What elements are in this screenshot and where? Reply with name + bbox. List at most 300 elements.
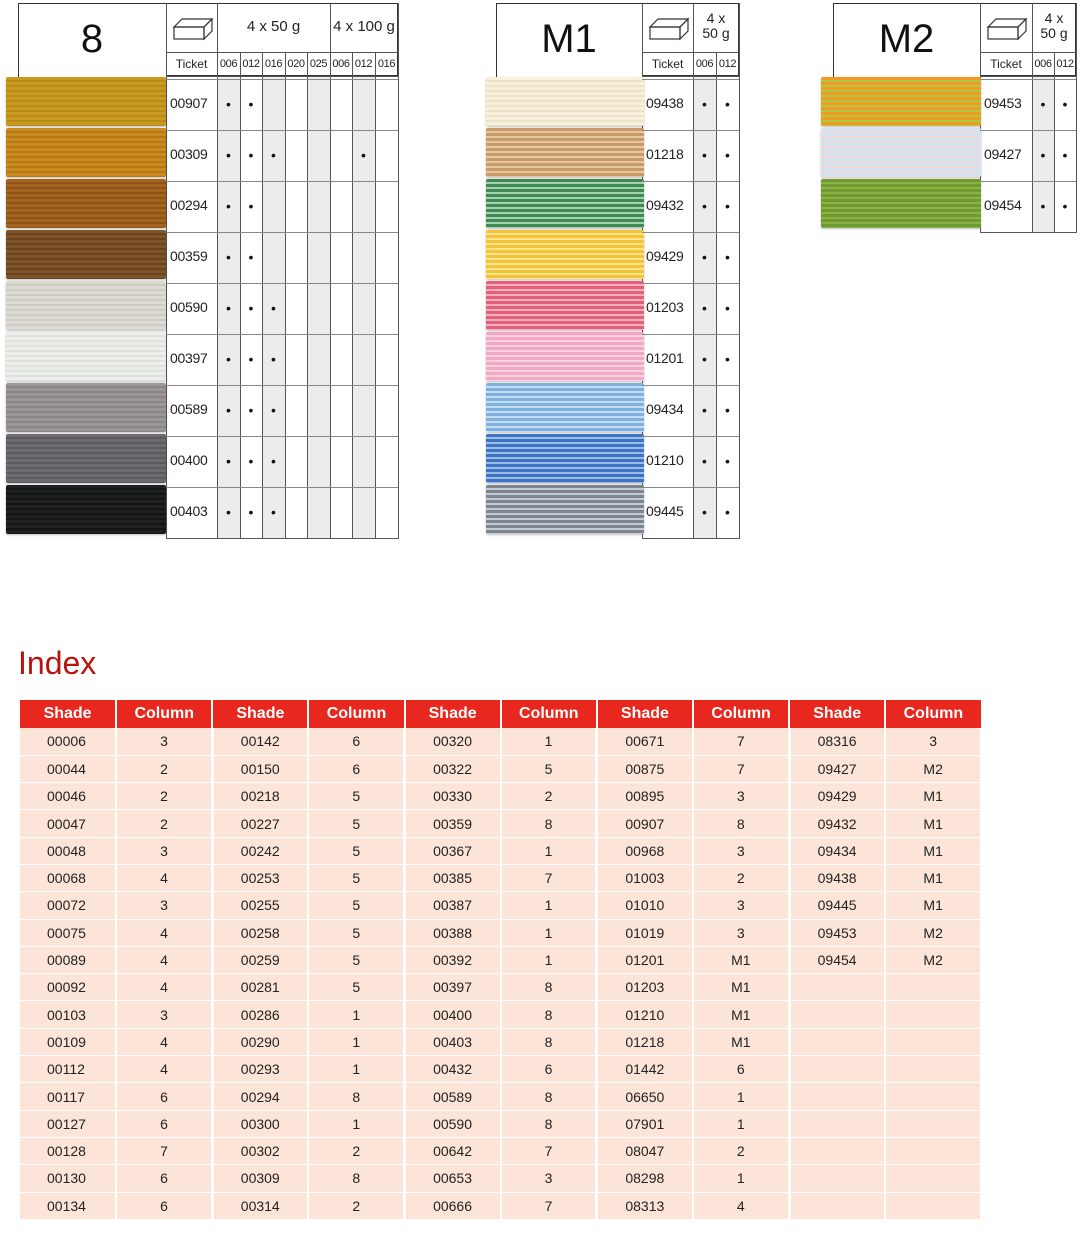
column-line: [330, 52, 331, 538]
availability-dot: •: [702, 147, 707, 163]
shade-code: 01210: [646, 452, 684, 468]
column-cell: 3: [693, 837, 789, 864]
shade-cell: 00302: [212, 1137, 308, 1164]
shade-cell: 00590: [405, 1110, 501, 1137]
row-line: [642, 334, 739, 335]
column-cell: 2: [116, 755, 212, 782]
availability-dot: •: [1062, 198, 1068, 214]
ticket-size-label: 012: [242, 58, 260, 70]
row-line: [642, 130, 739, 131]
shade-code: 00359: [170, 248, 208, 264]
shade-cell: 00653: [405, 1165, 501, 1192]
column-cell: [885, 1192, 981, 1219]
shade-cell: 00385: [405, 864, 501, 891]
shade-cell: 07901: [597, 1110, 693, 1137]
row-line: [166, 436, 398, 437]
ticket-label: Ticket: [651, 57, 684, 71]
table-row: [20, 1028, 982, 1055]
column-cell: 7: [501, 1137, 597, 1164]
shade-cell: [789, 1165, 885, 1192]
row-line: [980, 130, 1076, 131]
row-line: [642, 436, 739, 437]
availability-dot: •: [702, 249, 707, 265]
header-divider: [330, 3, 331, 52]
row-line: [166, 181, 398, 182]
column-cell: 7: [501, 864, 597, 891]
table-row: [20, 837, 982, 864]
pack-size-header: [1032, 11, 1076, 40]
row-line: [642, 181, 739, 182]
color-swatch: [6, 128, 166, 177]
ticket-size-label: 025: [309, 58, 328, 70]
color-swatch: [486, 485, 644, 534]
column-cell: 8: [308, 1165, 404, 1192]
shade-cell: 00895: [597, 783, 693, 810]
column-cell: 1: [693, 1083, 789, 1110]
table-row: [20, 946, 982, 973]
shade-cell: 09438: [789, 864, 885, 891]
color-swatch: [486, 230, 644, 279]
shade-cell: 01019: [597, 919, 693, 946]
column-cell: 6: [693, 1056, 789, 1083]
color-swatch: [821, 179, 981, 228]
shade-header: Shade: [212, 700, 308, 728]
shade-cell: 00359: [405, 810, 501, 837]
shade-cell: 01442: [597, 1056, 693, 1083]
shade-cell: 00388: [405, 919, 501, 946]
shade-cell: 00367: [405, 837, 501, 864]
color-swatch: [486, 128, 644, 177]
column-cell: 5: [308, 919, 404, 946]
shade-cell: 00397: [405, 974, 501, 1001]
color-swatch: [821, 77, 981, 126]
shade-cell: 00134: [20, 1192, 116, 1219]
shade-cell: 00309: [212, 1165, 308, 1192]
column-cell: M1: [885, 837, 981, 864]
column-cell: 6: [501, 1056, 597, 1083]
row-line: [166, 79, 398, 80]
grid-edge: [166, 3, 167, 538]
shade-cell: 00006: [20, 728, 116, 755]
ticket-size-label: 016: [264, 58, 283, 70]
pack-size-line: 4 x: [1044, 10, 1064, 26]
skein-pack-icon: [646, 11, 692, 51]
availability-dot: •: [725, 249, 730, 265]
shade-cell: 00322: [405, 755, 501, 782]
table-row: [20, 1083, 982, 1110]
color-swatch: [486, 281, 644, 330]
shade-cell: 08313: [597, 1192, 693, 1219]
availability-dot: •: [271, 453, 276, 469]
skein-pack-icon: [984, 11, 1030, 51]
column-cell: M1: [885, 783, 981, 810]
column-cell: 3: [693, 919, 789, 946]
availability-dot: •: [725, 96, 730, 112]
row-line: [642, 79, 739, 80]
column-line: [375, 52, 376, 538]
shade-cell: 00103: [20, 1001, 116, 1028]
grid-edge: [980, 232, 1077, 233]
shade-cell: 00048: [20, 837, 116, 864]
column-cell: [885, 1056, 981, 1083]
availability-dot: •: [226, 198, 231, 214]
column-cell: 1: [501, 837, 597, 864]
column-cell: 4: [116, 919, 212, 946]
column-header: Column: [693, 700, 789, 728]
column-cell: 6: [116, 1110, 212, 1137]
grid-edge: [166, 538, 399, 539]
shade-code: 01203: [646, 299, 684, 315]
availability-dot: •: [226, 147, 231, 163]
pack-size-header: 4 x 50 g: [246, 18, 301, 35]
table-row: [20, 864, 982, 891]
availability-dot: •: [702, 504, 707, 520]
availability-dot: •: [1062, 96, 1068, 112]
color-swatch: [6, 434, 166, 483]
column-cell: M1: [885, 864, 981, 891]
block-title: M1: [541, 17, 597, 61]
shade-code: 09427: [984, 146, 1022, 162]
shade-cell: 00666: [405, 1192, 501, 1219]
header-divider: [642, 76, 739, 77]
table-row: [20, 1110, 982, 1137]
shade-cell: 00589: [405, 1083, 501, 1110]
grid-edge: [1076, 3, 1077, 232]
shade-cell: 09445: [789, 892, 885, 919]
shade-cell: 00130: [20, 1165, 116, 1192]
column-cell: M2: [885, 919, 981, 946]
grid-edge: [739, 3, 740, 538]
column-cell: 1: [693, 1165, 789, 1192]
availability-dot: •: [725, 198, 730, 214]
column-cell: M2: [885, 946, 981, 973]
shade-code: 00294: [170, 197, 208, 213]
availability-dot: •: [271, 147, 276, 163]
shade-code: 00400: [170, 452, 208, 468]
column-cell: [885, 1083, 981, 1110]
column-cell: 3: [501, 1165, 597, 1192]
shade-cell: 00387: [405, 892, 501, 919]
column-cell: 3: [116, 728, 212, 755]
shade-cell: [789, 1083, 885, 1110]
row-line: [642, 283, 739, 284]
column-cell: 4: [116, 946, 212, 973]
column-cell: [885, 1137, 981, 1164]
column-cell: 3: [116, 892, 212, 919]
availability-dot: •: [725, 504, 730, 520]
shade-cell: 00320: [405, 728, 501, 755]
shade-cell: 01010: [597, 892, 693, 919]
column-cell: M1: [885, 892, 981, 919]
shade-cell: 00046: [20, 783, 116, 810]
shade-cell: 00150: [212, 755, 308, 782]
availability-dot: •: [725, 402, 730, 418]
shade-code: 01201: [646, 350, 684, 366]
shade-code: 09432: [646, 197, 684, 213]
column-cell: 6: [116, 1083, 212, 1110]
pack-size-header: [693, 11, 739, 40]
table-row: [20, 1056, 982, 1083]
shade-code: 09445: [646, 503, 684, 519]
availability-dot: •: [226, 402, 231, 418]
shade-cell: 00072: [20, 892, 116, 919]
table-row: [20, 919, 982, 946]
column-cell: 5: [308, 946, 404, 973]
column-cell: 8: [501, 1083, 597, 1110]
shade-cell: 09454: [789, 946, 885, 973]
shade-cell: 00293: [212, 1056, 308, 1083]
column-cell: 8: [501, 1110, 597, 1137]
column-line: [285, 52, 286, 538]
column-cell: M2: [885, 755, 981, 782]
row-line: [166, 487, 398, 488]
row-line: [980, 79, 1076, 80]
shade-code: 09429: [646, 248, 684, 264]
column-cell: 2: [116, 810, 212, 837]
shade-cell: 00392: [405, 946, 501, 973]
shade-header: Shade: [789, 700, 885, 728]
color-swatch: [6, 332, 166, 381]
shade-header: Shade: [20, 700, 116, 728]
availability-dot: •: [248, 351, 254, 367]
shade-cell: 00286: [212, 1001, 308, 1028]
column-cell: 2: [308, 1192, 404, 1219]
index-header-row: [20, 700, 982, 728]
index-title: Index: [18, 645, 97, 681]
color-swatch: [6, 485, 166, 534]
column-cell: 4: [116, 1028, 212, 1055]
availability-dot: •: [248, 198, 254, 214]
column-cell: 5: [501, 755, 597, 782]
column-cell: 1: [308, 1001, 404, 1028]
availability-dot: •: [1062, 147, 1068, 163]
column-cell: [885, 1001, 981, 1028]
column-cell: 1: [501, 946, 597, 973]
availability-dot: •: [702, 96, 707, 112]
table-row: [20, 892, 982, 919]
shade-cell: 00314: [212, 1192, 308, 1219]
shade-cell: 00259: [212, 946, 308, 973]
availability-dot: •: [248, 300, 254, 316]
availability-dot: •: [1040, 96, 1046, 112]
shade-cell: 00117: [20, 1083, 116, 1110]
table-row: [20, 728, 982, 755]
availability-dot: •: [702, 351, 707, 367]
shade-cell: 06650: [597, 1083, 693, 1110]
availability-dot: •: [725, 147, 730, 163]
color-swatch: [821, 128, 981, 177]
table-row: [20, 810, 982, 837]
pack-size-line: 4 x: [706, 10, 726, 26]
availability-dot: •: [725, 300, 730, 316]
column-cell: 3: [116, 1001, 212, 1028]
column-cell: 6: [116, 1165, 212, 1192]
column-cell: 1: [308, 1056, 404, 1083]
table-row: [20, 1192, 982, 1219]
ticket-label: Ticket: [990, 57, 1022, 71]
shade-cell: 09434: [789, 837, 885, 864]
availability-dot: •: [248, 402, 254, 418]
shade-cell: [789, 1137, 885, 1164]
table-row: [20, 974, 982, 1001]
shade-cell: 01210: [597, 1001, 693, 1028]
shade-code: 00403: [170, 503, 208, 519]
column-cell: 6: [116, 1192, 212, 1219]
ticket-size-label: 012: [1056, 58, 1074, 70]
ticket-size-label: 012: [354, 58, 373, 70]
color-swatch: [486, 434, 644, 483]
shade-cell: 08298: [597, 1165, 693, 1192]
shade-cell: 00258: [212, 919, 308, 946]
column-cell: 5: [308, 974, 404, 1001]
column-cell: 5: [308, 783, 404, 810]
availability-dot: •: [725, 453, 730, 469]
shade-code: 00589: [170, 401, 208, 417]
shade-cell: 00671: [597, 728, 693, 755]
table-row: [20, 1165, 982, 1192]
availability-dot: •: [702, 402, 707, 418]
shade-cell: 00089: [20, 946, 116, 973]
table-row: [20, 1137, 982, 1164]
shade-cell: [789, 1001, 885, 1028]
shade-cell: 00242: [212, 837, 308, 864]
row-line: [166, 130, 398, 131]
column-cell: 4: [116, 974, 212, 1001]
availability-dot: •: [248, 147, 254, 163]
ticket-size-label: 006: [695, 58, 714, 70]
availability-dot: •: [248, 249, 254, 265]
ticket-size-label: 020: [287, 58, 305, 70]
column-cell: 2: [693, 864, 789, 891]
column-cell: 6: [308, 728, 404, 755]
column-cell: M1: [693, 1028, 789, 1055]
shade-cell: 00255: [212, 892, 308, 919]
column-cell: 4: [693, 1192, 789, 1219]
shade-cell: 00330: [405, 783, 501, 810]
color-swatch: [6, 383, 166, 432]
shade-cell: 08047: [597, 1137, 693, 1164]
shade-cell: 08316: [789, 728, 885, 755]
column-cell: 8: [308, 1083, 404, 1110]
shade-code: 00397: [170, 350, 208, 366]
ticket-size-label: 016: [377, 58, 396, 70]
column-cell: 7: [693, 755, 789, 782]
availability-dot: •: [725, 351, 730, 367]
column-cell: 8: [501, 1001, 597, 1028]
column-cell: 7: [693, 728, 789, 755]
shade-cell: 00300: [212, 1110, 308, 1137]
availability-dot: •: [226, 96, 231, 112]
availability-dot: •: [226, 300, 231, 316]
shade-header: Shade: [405, 700, 501, 728]
availability-dot: •: [702, 198, 707, 214]
column-cell: M1: [693, 1001, 789, 1028]
shade-code: 00907: [170, 95, 208, 111]
column-cell: 5: [308, 810, 404, 837]
color-swatch: [6, 230, 166, 279]
column-header: Column: [885, 700, 981, 728]
column-shade: [308, 77, 330, 538]
availability-dot: •: [271, 402, 276, 418]
shade-cell: 00075: [20, 919, 116, 946]
column-cell: 4: [116, 864, 212, 891]
shade-cell: [789, 1192, 885, 1219]
color-swatch: [486, 332, 644, 381]
header-divider: [980, 76, 1076, 77]
color-swatch: [6, 281, 166, 330]
shade-cell: 00290: [212, 1028, 308, 1055]
shade-code: 01218: [646, 146, 684, 162]
shade-cell: 00907: [597, 810, 693, 837]
ticket-size-label: 006: [332, 58, 350, 70]
table-row: [20, 755, 982, 782]
row-line: [642, 487, 739, 488]
availability-dot: •: [226, 351, 231, 367]
column-cell: [885, 1165, 981, 1192]
column-cell: 4: [116, 1056, 212, 1083]
shade-cell: 00127: [20, 1110, 116, 1137]
shade-code: 00309: [170, 146, 208, 162]
shade-cell: 09427: [789, 755, 885, 782]
column-cell: 2: [501, 783, 597, 810]
column-cell: 1: [501, 919, 597, 946]
shade-code: 09453: [984, 95, 1022, 111]
availability-dot: •: [226, 504, 231, 520]
shade-code: 09434: [646, 401, 684, 417]
row-line: [642, 232, 739, 233]
column-cell: 1: [308, 1028, 404, 1055]
availability-dot: •: [226, 453, 231, 469]
column-cell: 1: [501, 892, 597, 919]
shade-cell: 00227: [212, 810, 308, 837]
skein-pack-icon: [170, 11, 216, 51]
shade-cell: 00068: [20, 864, 116, 891]
shade-cell: 00128: [20, 1137, 116, 1164]
availability-dot: •: [702, 453, 707, 469]
availability-dot: •: [271, 300, 276, 316]
shade-cell: [789, 1110, 885, 1137]
block-title: 8: [80, 17, 104, 61]
column-cell: 5: [308, 892, 404, 919]
ticket-size-label: 006: [1034, 58, 1052, 70]
shade-cell: 00400: [405, 1001, 501, 1028]
shade-cell: 00092: [20, 974, 116, 1001]
shade-cell: 00403: [405, 1028, 501, 1055]
color-swatch: [6, 179, 166, 228]
pack-size-header: 4 x 100 g: [333, 18, 395, 35]
shade-code: 09438: [646, 95, 684, 111]
row-line: [166, 385, 398, 386]
column-cell: 6: [308, 755, 404, 782]
availability-dot: •: [248, 504, 254, 520]
shade-cell: 01218: [597, 1028, 693, 1055]
column-header: Column: [308, 700, 404, 728]
shade-cell: 00112: [20, 1056, 116, 1083]
shade-cell: 00968: [597, 837, 693, 864]
shade-cell: 09453: [789, 919, 885, 946]
column-cell: [885, 974, 981, 1001]
column-cell: 1: [693, 1110, 789, 1137]
shade-cell: 00281: [212, 974, 308, 1001]
column-cell: M1: [693, 946, 789, 973]
availability-dot: •: [702, 300, 707, 316]
table-row: [20, 783, 982, 810]
color-swatch: [486, 179, 644, 228]
column-cell: 3: [116, 837, 212, 864]
shade-cell: 00109: [20, 1028, 116, 1055]
column-header: Column: [116, 700, 212, 728]
column-cell: [885, 1110, 981, 1137]
